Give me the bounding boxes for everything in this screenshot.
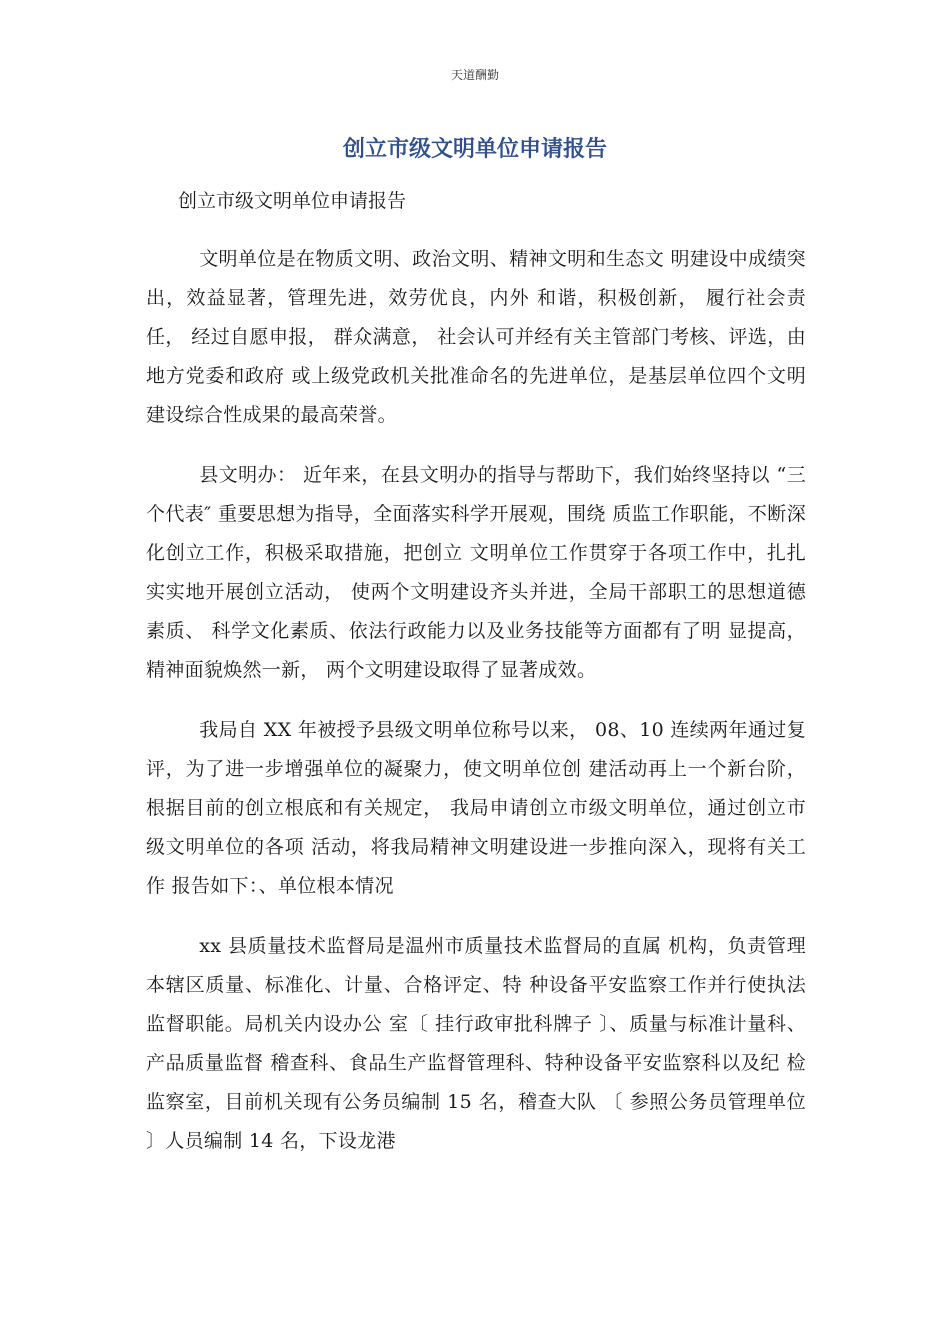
paragraph: 县文明办： 近年来，在县文明办的指导与帮助下，我们始终坚持以 “三个代表″ 重要思想为指导，全面落实科学开展观，围绕 质监工作职能，不断深化创立工作，积极采取措施，把创立 文明单位工作贯穿于各项工作中，扎扎实实地开展创立活动， 使两个文明建设齐头并进，全局干部职工的思想道德素质、 科学文化素质、依法行政能力以及业务技能等方面都有了明 显提高， 精神面貌焕然一新， 两个文明建设取得了显著成效。: [146, 464, 806, 681]
paragraph: 我局自 XX 年被授予县级文明单位称号以来， 08、10 连续两年通过复评，为了进一步增强单位的凝聚力，使文明单位创 建活动再上一个新台阶，根据目前的创立根底和有关规定， 我局申请创立市级文明单位，通过创立市级文明单位的各项 活动，将我局精神文明建设进一步推向深入，现将有关工作 报告如下：、单位根本情况: [146, 719, 806, 897]
document-body: [146, 240, 806, 1182]
paragraph: xx 县质量技术监督局是温州市质量技术监督局的直属 机构，负责管理本辖区质量、标准化、计量、合格评定、特 种设备平安监察工作并行使执法监督职能。局机关内设办公 室〔 挂行政审批科牌子 〕、质量与标准计量科、产品质量监督 稽查科、食品生产监督管理科、特种设备平安监察科以及纪 检监察室，目前机关现有公务员编制 15 名，稽查大队 〔 参照公务员管理单位 〕人员编制 14 名，下设龙港: [146, 935, 806, 1152]
paragraph: 文明单位是在物质文明、政治文明、精神文明和生态文 明建设中成绩突出，效益显著，管理先进，效劳优良，内外 和谐，积极创新， 履行社会责任， 经过自愿申报， 群众满意， 社会认可并经有关主管部门考核、评选，由地方党委和政府 或上级党政机关批准命名的先进单位，是基层单位四个文明 建设综合性成果的最高荣誉。: [146, 248, 806, 426]
document-subtitle: 创立市级文明单位申请报告: [178, 190, 407, 212]
document-title: 创立市级文明单位申请报告: [342, 137, 607, 162]
page-header: 天道酬勤: [450, 68, 499, 82]
